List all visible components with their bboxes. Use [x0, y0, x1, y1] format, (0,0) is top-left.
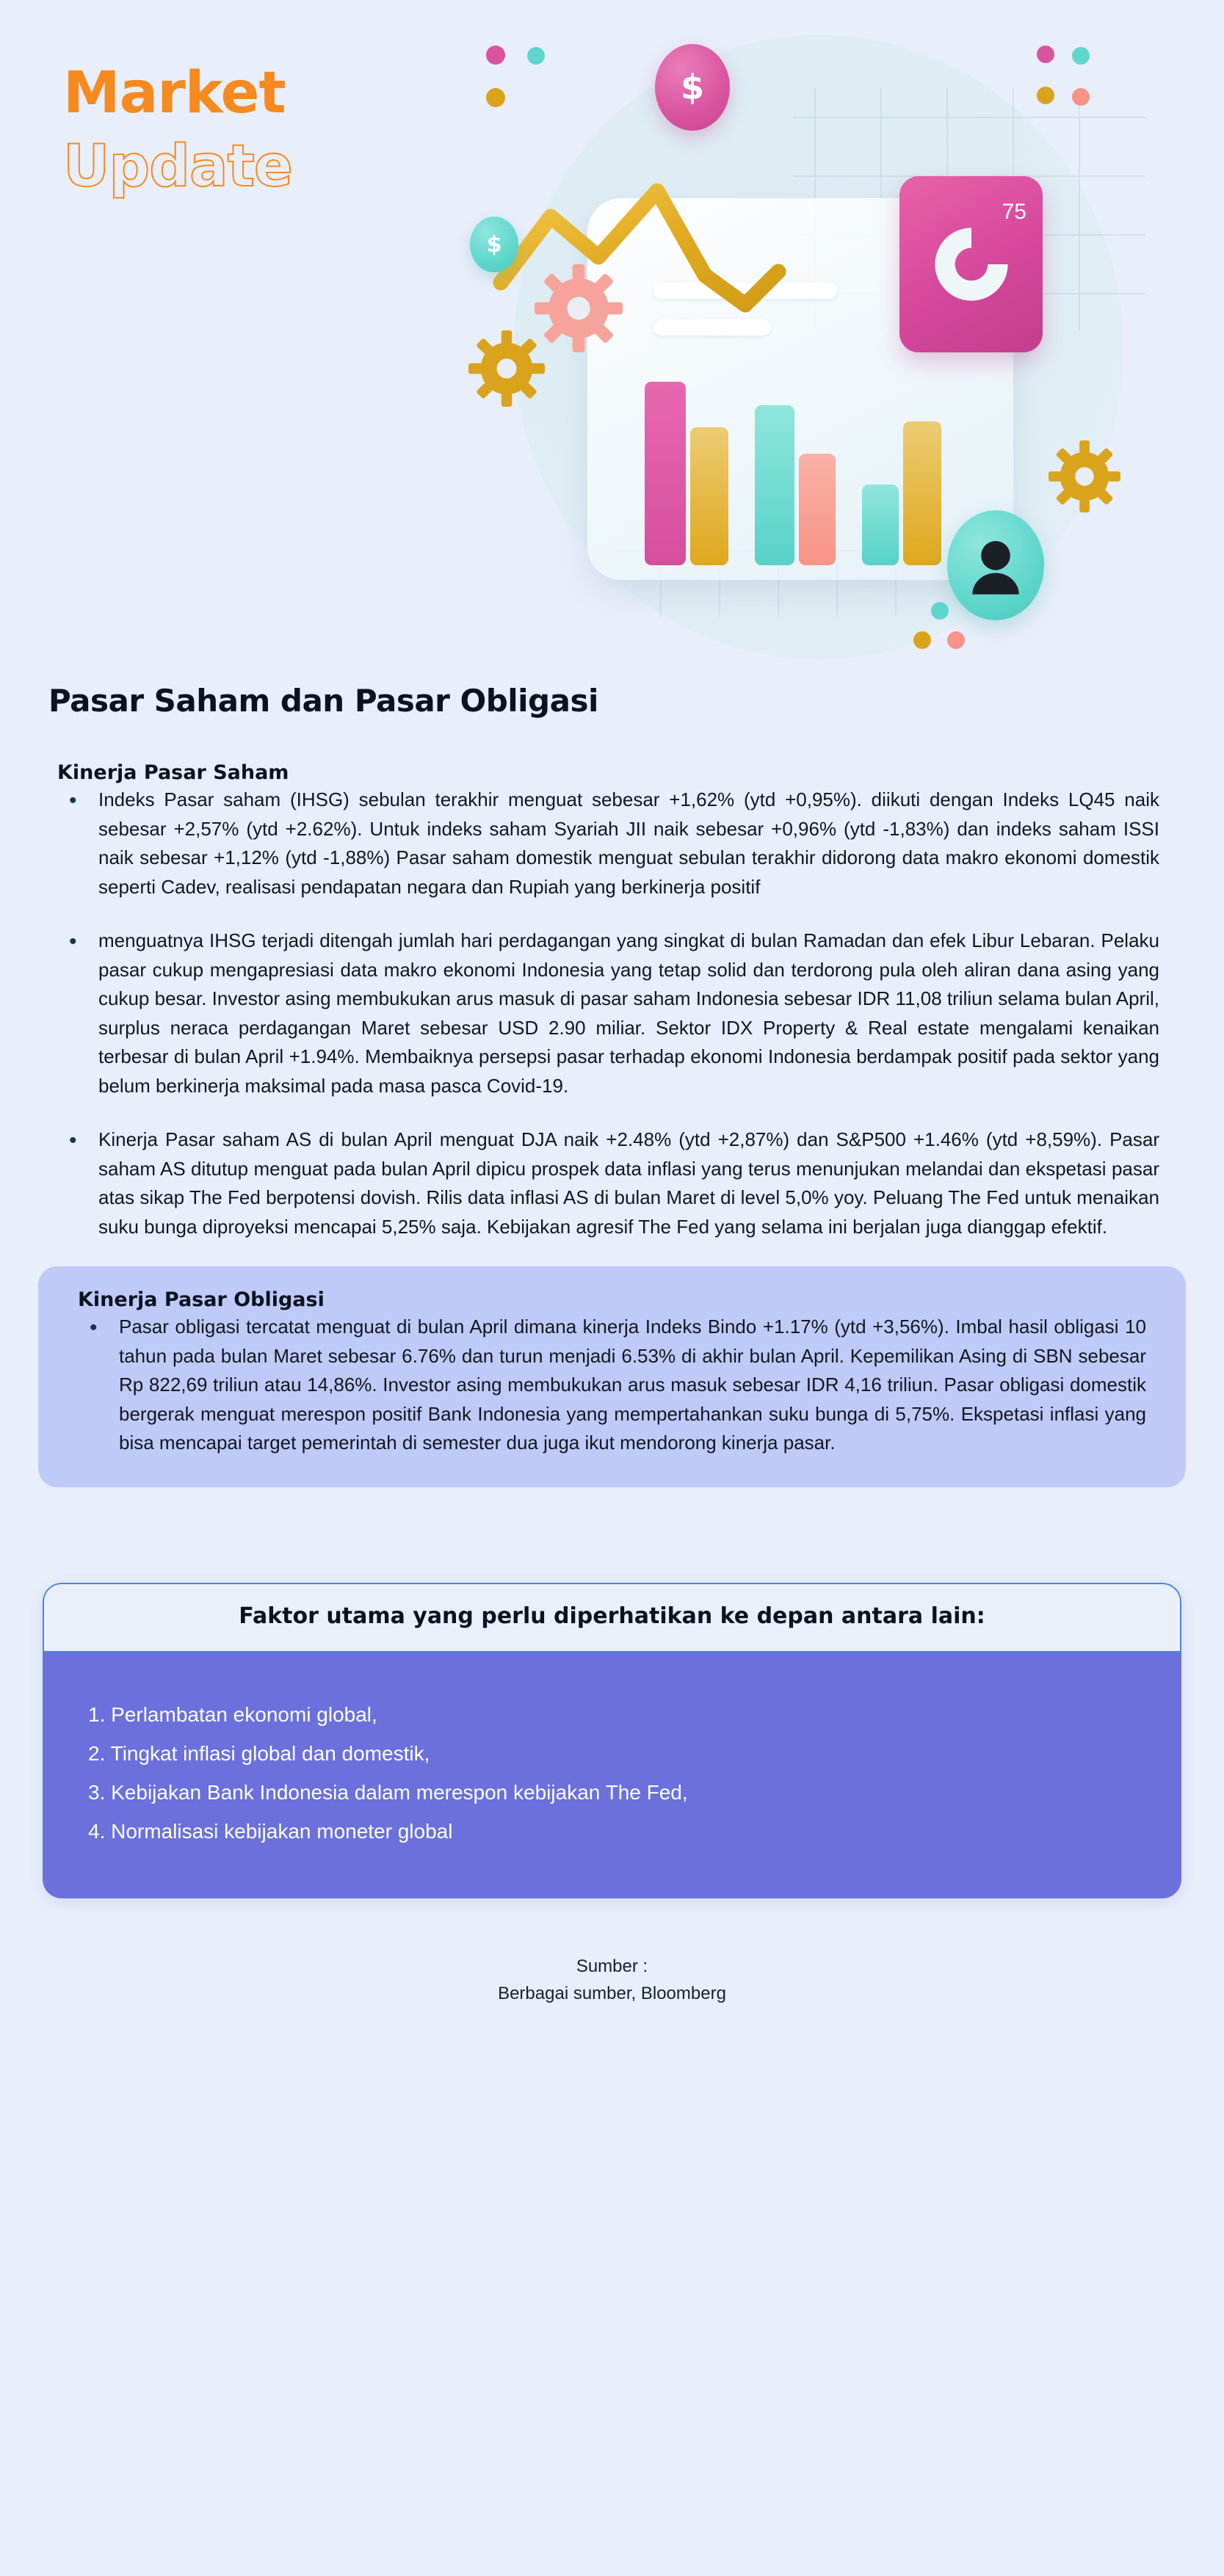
content-body — [0, 683, 1224, 2036]
dollar-coin-small — [470, 217, 518, 272]
saham-heading: Kinerja Pasar Saham — [57, 761, 289, 784]
factors-card — [43, 1583, 1181, 1898]
deco-dot-gold-tl — [486, 88, 505, 107]
deco-dot-pink-tl — [486, 46, 505, 65]
bar-1 — [645, 382, 686, 565]
deco-dot-salmon-bottom — [947, 631, 965, 649]
donut-value-label: 75 — [1002, 200, 1026, 224]
page-title: Pasar Saham dan Pasar Obligasi — [48, 683, 598, 719]
list-item: • menguatnya IHSG terjadi ditengah jumlah hari perdagangan yang singkat di bulan Ramadan dan efek Libur Lebaran. Pelaku pasar cukup mengapresiasi data makro ekonomi Indonesia yang tetap solid dan terdorong pula oleh aliran dana asing yang cukup besar. Investor asing membukukan arus masuk di pasar saham Indonesia sebesar IDR 11,08 triliun selama bulan April, surplus neraca perdagangan Maret sebesar USD 2.90 miliar. Sektor IDX Property & Real estate mengalami kenaikan terbesar di bulan April +1.94%. Membaiknya persepsi pasar terhadap ekonomi Indonesia berdampak positif pada sektor yang belum berkinerja maksimal pada masa pasca Covid-19. — [57, 926, 1159, 1100]
dollar-symbol-small: $ — [486, 231, 502, 258]
source-value: Berbagai sumber, Bloomberg — [498, 1983, 726, 2003]
bar-2 — [690, 427, 728, 565]
source-footer — [0, 1953, 1224, 2007]
deco-dot-gold-tr — [1037, 87, 1054, 104]
factors-heading: Faktor utama yang perlu diperhatikan ke depan antara lain: — [43, 1583, 1181, 1652]
gear-icon-gold-left — [468, 330, 545, 407]
person-glyph-icon — [947, 510, 1044, 620]
bar-chart-icon — [645, 367, 968, 565]
list-item: 2. Tingkat inflasi global dan domestik, — [88, 1741, 430, 1765]
bar-3 — [755, 405, 794, 565]
donut-chart-icon — [926, 219, 1017, 310]
dollar-coin-large — [655, 44, 730, 131]
deco-dot-pink-tr — [1037, 46, 1054, 63]
market-illustration — [441, 15, 1175, 661]
deco-dot-teal-tr — [1072, 47, 1090, 65]
gear-icon-pink — [535, 264, 623, 352]
deco-dot-teal-tl — [527, 47, 545, 65]
list-item: • Indeks Pasar saham (IHSG) sebulan terakhir menguat sebesar +1,62% (ytd +0,95%). diikuti dengan Indeks LQ45 naik sebesar +2,57% (ytd +2.62%). Untuk indeks saham Syariah JII naik sebesar +0,96% (ytd -1,83%) dan indeks saham ISSI naik sebesar +1,12% (ytd -1,88%) Pasar saham domestik menguat sebulan terakhir didorong data makro ekonomi domestik seperti Cadev, realisasi pendapatan negara dan Rupiah yang berkinerja positif — [57, 786, 1159, 901]
donut-chart-card — [899, 176, 1043, 352]
hero-section — [0, 0, 1224, 675]
obligasi-section — [38, 1266, 1186, 1487]
bar-5 — [862, 485, 899, 565]
bar-4 — [799, 454, 836, 565]
list-item: 4. Normalisasi kebijakan moneter global — [88, 1820, 453, 1843]
gear-icon-gold-right — [1049, 440, 1120, 512]
list-item: • Pasar obligasi tercatat menguat di bulan April dimana kinerja Indeks Bindo +1.17% (ytd +3,56%). Imbal hasil obligasi 10 tahun pada bulan Maret sebesar 6.76% dan turun menjadi 6.53% di akhir bulan April. Kepemilikan Asing di SBN sebesar Rp 822,69 triliun atau 14,86%. Investor asing membukukan arus masuk sebesar IDR 4,16 triliun. Pasar obligasi domestik bergerak menguat merespon positif Bank Indonesia yang mempertahankan suku bunga di 5,75%. Ekspetasi inflasi yang bisa mencapai target pemerintah di semester dua juga ikut mendorong kinerja pasar. — [78, 1313, 1146, 1458]
saham-bullet-list — [0, 786, 1224, 1241]
factors-body — [43, 1652, 1181, 1898]
obligasi-bullet-list — [57, 1313, 1158, 1458]
saham-section — [0, 761, 1224, 1241]
title-update: Update — [63, 134, 292, 200]
deco-dot-gold-bottom — [913, 631, 931, 649]
user-avatar-icon — [947, 510, 1044, 620]
line-chart-icon — [463, 147, 918, 360]
deco-dot-teal-bottom — [931, 602, 949, 620]
list-item: 3. Kebijakan Bank Indonesia dalam merespon kebijakan The Fed, — [88, 1781, 688, 1804]
title-market: Market — [63, 60, 286, 126]
list-item: • Kinerja Pasar saham AS di bulan April menguat DJA naik +2.48% (ytd +2,87%) dan S&P500 +1.46% (ytd +8,59%). Pasar saham AS ditutup menguat pada bulan April dipicu prospek data inflasi yang terus menunjukan melandai dan ekspetasi pasar atas sikap The Fed berpotensi dovish. Rilis data inflasi AS di bulan Maret di level 5,0% yoy. Peluang The Fed untuk menaikan suku bunga diproyeksi mencapai 5,25% saja. Kebijakan agresif The Fed yang selama ini berjalan juga dianggap efektif. — [57, 1125, 1159, 1241]
hero-title — [63, 60, 292, 200]
source-label: Sumber : — [576, 1956, 648, 1976]
dollar-symbol-large: $ — [680, 68, 704, 107]
bar-6 — [903, 421, 941, 565]
list-item: 1. Perlambatan ekonomi global, — [88, 1702, 377, 1726]
deco-dot-salmon-tr — [1072, 88, 1090, 106]
obligasi-heading: Kinerja Pasar Obligasi — [78, 1288, 325, 1312]
factors-list — [88, 1695, 1181, 1851]
